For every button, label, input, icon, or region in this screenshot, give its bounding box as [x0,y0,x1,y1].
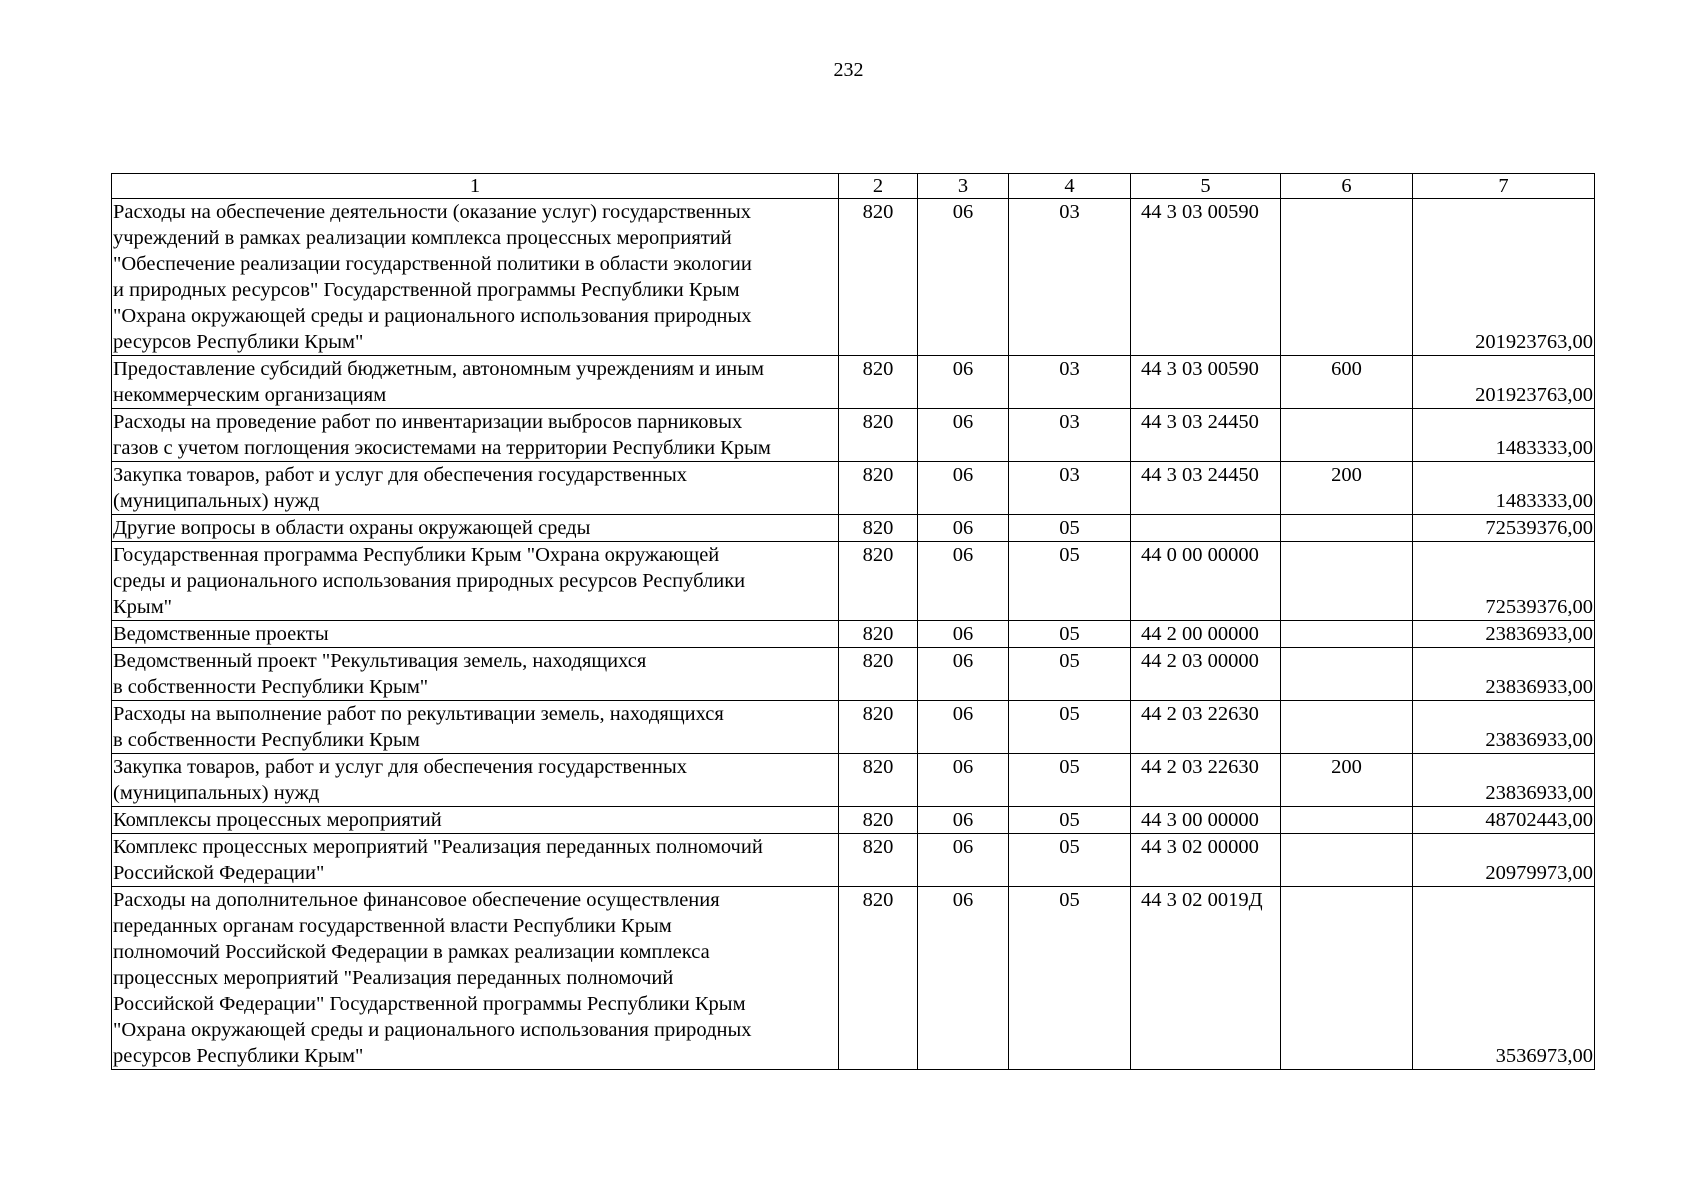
ministry-code: 820 [839,409,918,462]
section-code: 06 [918,701,1009,754]
subsection-code: 05 [1009,701,1131,754]
expense-name: Ведомственные проекты [112,621,839,648]
ministry-code: 820 [839,621,918,648]
target-article-code: 44 3 03 00590 [1131,356,1281,409]
ministry-code: 820 [839,834,918,887]
amount: 3536973,00 [1413,887,1595,1070]
section-code: 06 [918,199,1009,356]
table-row [112,834,1595,887]
ministry-code: 820 [839,515,918,542]
expense-name: Расходы на проведение работ по инвентаризации выбросов парниковых газов с учетом поглощения экосистемами на территории Республики Крым [112,409,839,462]
expense-name: Комплексы процессных мероприятий [112,807,839,834]
target-article-code: 44 3 02 0019Д [1131,887,1281,1070]
ministry-code: 820 [839,701,918,754]
expense-type-code: 200 [1281,462,1413,515]
amount: 201923763,00 [1413,356,1595,409]
subsection-code: 05 [1009,542,1131,621]
subsection-code: 03 [1009,462,1131,515]
header-cell: 6 [1281,174,1413,199]
expense-type-code [1281,199,1413,356]
expense-type-code: 600 [1281,356,1413,409]
table-row [112,462,1595,515]
table-row [112,356,1595,409]
ministry-code: 820 [839,754,918,807]
target-article-code: 44 2 03 22630 [1131,701,1281,754]
ministry-code: 820 [839,462,918,515]
expense-name: Расходы на выполнение работ по рекультивации земель, находящихся в собственности Республики Крым [112,701,839,754]
header-cell: 7 [1413,174,1595,199]
table-row [112,754,1595,807]
target-article-code: 44 3 03 00590 [1131,199,1281,356]
target-article-code: 44 3 02 00000 [1131,834,1281,887]
table-row [112,542,1595,621]
section-code: 06 [918,648,1009,701]
subsection-code: 03 [1009,356,1131,409]
table-row [112,701,1595,754]
subsection-code: 05 [1009,887,1131,1070]
amount: 23836933,00 [1413,621,1595,648]
subsection-code: 05 [1009,648,1131,701]
target-article-code [1131,515,1281,542]
amount: 72539376,00 [1413,515,1595,542]
subsection-code: 03 [1009,409,1131,462]
target-article-code: 44 2 03 00000 [1131,648,1281,701]
amount: 72539376,00 [1413,542,1595,621]
expense-name: Расходы на дополнительное финансовое обеспечение осуществления переданных органам государственной власти Республики Крым полномочий Российской Федерации в рамках реализации комплекса процессных мероприятий "Реализация переданных полномочий Российской Федерации" Государственной программы Республики Крым "Охрана окружающей среды и рационального использования природных ресурсов Республики Крым" [112,887,839,1070]
expense-name: Комплекс процессных мероприятий "Реализация переданных полномочий Российской Федерации" [112,834,839,887]
expense-type-code [1281,701,1413,754]
amount: 23836933,00 [1413,754,1595,807]
subsection-code: 05 [1009,515,1131,542]
table-row [112,515,1595,542]
header-cell: 1 [112,174,839,199]
section-code: 06 [918,409,1009,462]
expense-type-code: 200 [1281,754,1413,807]
ministry-code: 820 [839,542,918,621]
amount: 1483333,00 [1413,409,1595,462]
expense-type-code [1281,648,1413,701]
section-code: 06 [918,542,1009,621]
subsection-code: 03 [1009,199,1131,356]
expense-name: Ведомственный проект "Рекультивация земель, находящихся в собственности Республики Крым" [112,648,839,701]
expense-name: Другие вопросы в области охраны окружающей среды [112,515,839,542]
table-row [112,807,1595,834]
table-row [112,199,1595,356]
header-cell: 5 [1131,174,1281,199]
target-article-code: 44 2 00 00000 [1131,621,1281,648]
amount: 23836933,00 [1413,648,1595,701]
expense-type-code [1281,542,1413,621]
target-article-code: 44 3 03 24450 [1131,409,1281,462]
subsection-code: 05 [1009,754,1131,807]
amount: 20979973,00 [1413,834,1595,887]
expense-type-code [1281,807,1413,834]
table-header-row [112,174,1595,199]
table-row [112,409,1595,462]
amount: 23836933,00 [1413,701,1595,754]
target-article-code: 44 2 03 22630 [1131,754,1281,807]
header-cell: 2 [839,174,918,199]
expense-name: Закупка товаров, работ и услуг для обеспечения государственных (муниципальных) нужд [112,462,839,515]
section-code: 06 [918,887,1009,1070]
section-code: 06 [918,356,1009,409]
ministry-code: 820 [839,648,918,701]
expense-name: Предоставление субсидий бюджетным, автономным учреждениям и иным некоммерческим организациям [112,356,839,409]
ministry-code: 820 [839,199,918,356]
table-body [112,199,1595,1070]
amount: 1483333,00 [1413,462,1595,515]
section-code: 06 [918,515,1009,542]
expense-name: Расходы на обеспечение деятельности (оказание услуг) государственных учреждений в рамках реализации комплекса процессных мероприятий "Обеспечение реализации государственной политики в области экологии и природных ресурсов" Государственной программы Республики Крым "Охрана окружающей среды и рационального использования природных ресурсов Республики Крым" [112,199,839,356]
subsection-code: 05 [1009,621,1131,648]
table-row [112,648,1595,701]
section-code: 06 [918,462,1009,515]
header-cell: 4 [1009,174,1131,199]
amount: 201923763,00 [1413,199,1595,356]
expense-type-code [1281,409,1413,462]
page-number: 232 [833,59,864,81]
expense-name: Закупка товаров, работ и услуг для обеспечения государственных (муниципальных) нужд [112,754,839,807]
expense-type-code [1281,834,1413,887]
ministry-code: 820 [839,356,918,409]
table-row [112,887,1595,1070]
ministry-code: 820 [839,887,918,1070]
expense-type-code [1281,621,1413,648]
budget-table [111,173,1595,1070]
expense-type-code [1281,887,1413,1070]
expense-type-code [1281,515,1413,542]
section-code: 06 [918,834,1009,887]
section-code: 06 [918,754,1009,807]
expense-name: Государственная программа Республики Крым "Охрана окружающей среды и рационального использования природных ресурсов Республики Крым" [112,542,839,621]
target-article-code: 44 3 03 24450 [1131,462,1281,515]
table-row [112,621,1595,648]
target-article-code: 44 0 00 00000 [1131,542,1281,621]
section-code: 06 [918,621,1009,648]
subsection-code: 05 [1009,834,1131,887]
header-cell: 3 [918,174,1009,199]
target-article-code: 44 3 00 00000 [1131,807,1281,834]
subsection-code: 05 [1009,807,1131,834]
ministry-code: 820 [839,807,918,834]
section-code: 06 [918,807,1009,834]
amount: 48702443,00 [1413,807,1595,834]
